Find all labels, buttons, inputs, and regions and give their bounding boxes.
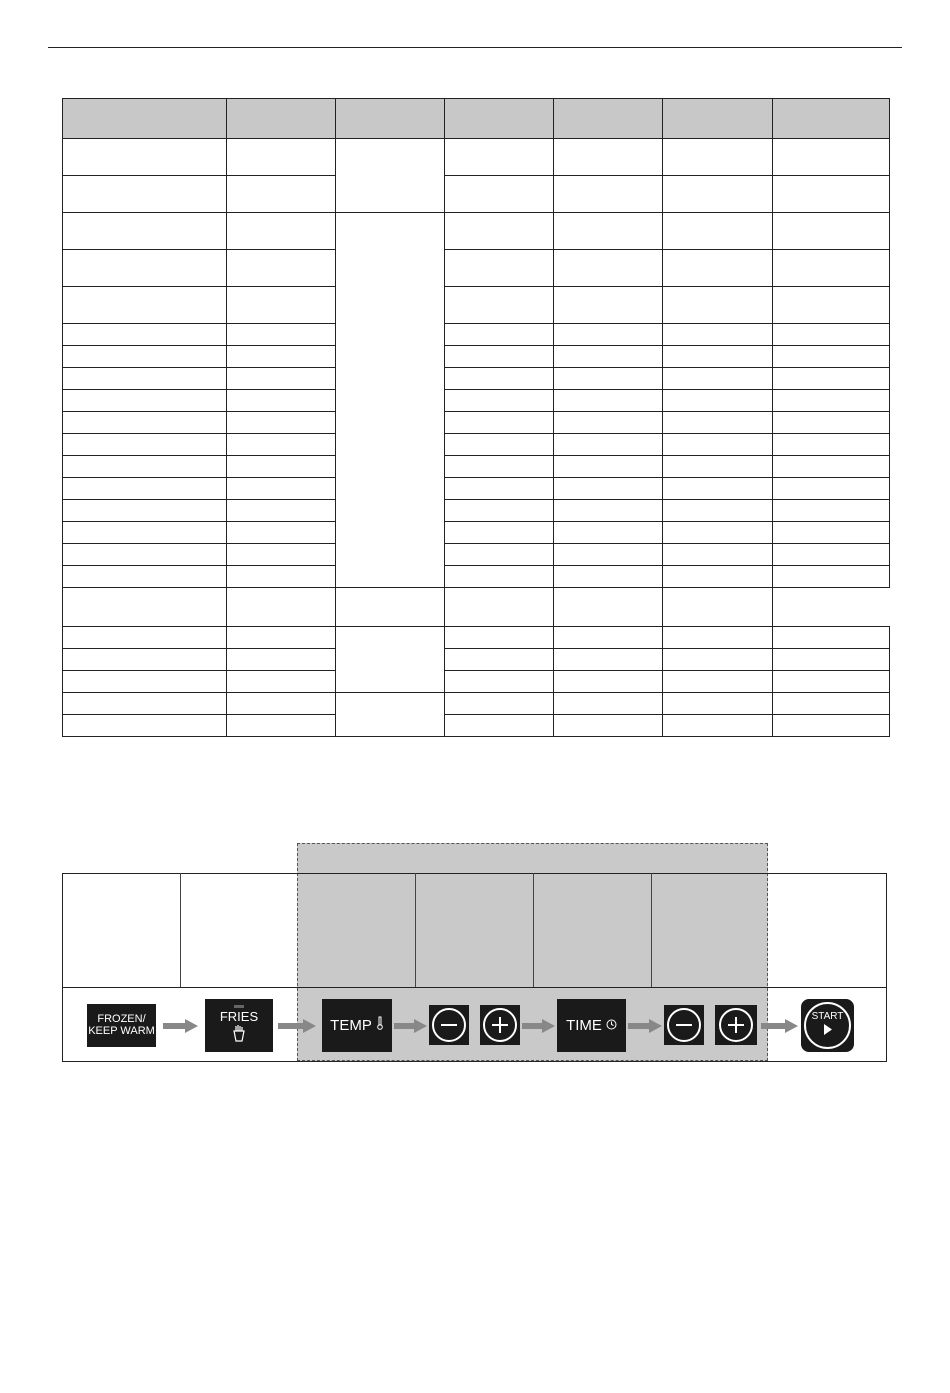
table-cell (63, 139, 227, 176)
table-cell (554, 176, 663, 213)
table-cell (227, 715, 336, 737)
arrow-right-icon (394, 1019, 427, 1033)
table-row (63, 434, 890, 456)
table-cell (773, 544, 890, 566)
table-cell (554, 627, 663, 649)
table-cell (63, 390, 227, 412)
table-row (63, 390, 890, 412)
table-cell (63, 434, 227, 456)
table-row (63, 139, 890, 176)
table-cell (554, 522, 663, 544)
clock-icon (606, 1017, 617, 1035)
table-cell (554, 250, 663, 287)
table-cell (445, 500, 554, 522)
table-cell (663, 346, 773, 368)
table-cell (445, 588, 554, 627)
table-cell (227, 287, 336, 324)
table-cell (554, 693, 663, 715)
table-cell (663, 456, 773, 478)
table-cell (63, 671, 227, 693)
table-header-cell (63, 99, 227, 139)
table-cell (663, 715, 773, 737)
table-cell (773, 250, 890, 287)
table-cell (445, 456, 554, 478)
frozen-keep-warm-button[interactable] (87, 1004, 156, 1047)
table-cell (445, 250, 554, 287)
table-row (63, 566, 890, 588)
table-cell (773, 566, 890, 588)
table-header-cell (336, 99, 445, 139)
table-cell (63, 693, 227, 715)
table-cell (63, 478, 227, 500)
table-cell (445, 544, 554, 566)
table-cell (773, 456, 890, 478)
table-cell (227, 390, 336, 412)
table-cell (554, 324, 663, 346)
merged-cell (336, 693, 445, 737)
minus-icon (432, 1008, 466, 1042)
table-cell (663, 390, 773, 412)
table-cell (663, 500, 773, 522)
minus-icon (667, 1008, 701, 1042)
table-cell (63, 346, 227, 368)
table-cell (63, 213, 227, 250)
arrow-right-icon (278, 1019, 316, 1033)
table-cell (63, 522, 227, 544)
column-separator (415, 873, 416, 987)
table-cell (445, 715, 554, 737)
table-cell (445, 213, 554, 250)
table-cell (773, 346, 890, 368)
table-row (63, 250, 890, 287)
table-cell (554, 287, 663, 324)
table-cell (663, 522, 773, 544)
table-cell (63, 627, 227, 649)
table-cell (63, 500, 227, 522)
table-cell (773, 390, 890, 412)
table-cell (227, 346, 336, 368)
table-cell (663, 324, 773, 346)
table-cell (773, 693, 890, 715)
table-cell (663, 412, 773, 434)
table-row (63, 627, 890, 649)
table-cell (227, 478, 336, 500)
table-cell (445, 478, 554, 500)
table-cell (663, 671, 773, 693)
table-cell (773, 434, 890, 456)
table-cell (773, 213, 890, 250)
table-cell (554, 544, 663, 566)
table-cell (663, 176, 773, 213)
table-cell (663, 544, 773, 566)
table-cell (227, 588, 336, 627)
table-cell (663, 627, 773, 649)
table-cell (663, 693, 773, 715)
table-cell (227, 213, 336, 250)
table-row (63, 346, 890, 368)
table-cell (445, 139, 554, 176)
table-row (63, 456, 890, 478)
table-cell (773, 368, 890, 390)
table-cell (227, 566, 336, 588)
fries-indicator-light (234, 1005, 244, 1008)
frozen-label: FROZEN/ (97, 1013, 146, 1025)
table-cell (663, 139, 773, 176)
table-cell (663, 588, 773, 627)
fries-icon (231, 1024, 247, 1047)
column-separator (651, 873, 652, 987)
table-header-cell (554, 99, 663, 139)
table-cell (445, 412, 554, 434)
panel-border-left (62, 873, 63, 1062)
table-cell (554, 671, 663, 693)
table-row (63, 176, 890, 213)
panel-border-top (62, 873, 887, 874)
table-cell (63, 715, 227, 737)
table-cell (445, 566, 554, 588)
fries-label: FRIES (219, 1008, 259, 1024)
table-cell (554, 412, 663, 434)
start-ring (804, 1002, 851, 1049)
merged-cell (336, 627, 445, 693)
table-cell (773, 500, 890, 522)
table-cell (63, 588, 227, 627)
temp-label: TEMP (330, 1017, 372, 1034)
table-cell (663, 434, 773, 456)
start-label: START (811, 1011, 844, 1022)
table-cell (227, 368, 336, 390)
table-cell (445, 324, 554, 346)
table-cell (445, 176, 554, 213)
table-header-cell (663, 99, 773, 139)
settings-table (62, 98, 890, 737)
table-cell (554, 139, 663, 176)
plus-icon (483, 1008, 517, 1042)
table-cell (554, 434, 663, 456)
table-cell (227, 139, 336, 176)
table-cell (773, 715, 890, 737)
table-header-cell (773, 99, 890, 139)
time-increase-button[interactable] (715, 1005, 757, 1045)
table-row (63, 287, 890, 324)
table-cell (227, 693, 336, 715)
table-row (63, 478, 890, 500)
table-cell (773, 176, 890, 213)
thermometer-icon (376, 1016, 384, 1035)
table-row (63, 693, 890, 715)
temp-decrease-button[interactable] (429, 1005, 469, 1045)
play-icon (823, 1022, 833, 1040)
arrow-right-icon (761, 1019, 798, 1033)
table-cell (445, 434, 554, 456)
arrow-right-icon (628, 1019, 662, 1033)
plus-icon (719, 1008, 753, 1042)
table-cell (554, 566, 663, 588)
table-cell (227, 250, 336, 287)
panel-border-bottom (62, 1061, 887, 1062)
table-cell (773, 287, 890, 324)
control-sequence-panel (62, 873, 887, 1062)
table-cell (663, 478, 773, 500)
table-cell (227, 176, 336, 213)
table-row (63, 412, 890, 434)
table-cell (63, 412, 227, 434)
table-cell (63, 250, 227, 287)
table-cell (554, 213, 663, 250)
table-cell (445, 627, 554, 649)
table-row (63, 544, 890, 566)
table-cell (663, 368, 773, 390)
table-cell (445, 693, 554, 715)
table-cell (773, 478, 890, 500)
merged-cell (336, 139, 445, 213)
temp-increase-button[interactable] (480, 1005, 520, 1045)
table-cell (63, 324, 227, 346)
table-cell (227, 434, 336, 456)
table-cell (554, 588, 663, 627)
arrow-right-icon (163, 1019, 198, 1033)
table-cell (554, 456, 663, 478)
table-cell (445, 368, 554, 390)
table-cell (227, 412, 336, 434)
table-cell (773, 671, 890, 693)
table-cell (63, 287, 227, 324)
table-row (63, 500, 890, 522)
start-button[interactable] (801, 999, 854, 1052)
table-cell (63, 456, 227, 478)
table-header-cell (445, 99, 554, 139)
table-cell (663, 213, 773, 250)
time-label: TIME (566, 1017, 602, 1034)
table-cell (554, 390, 663, 412)
table-cell (663, 250, 773, 287)
table-cell (554, 500, 663, 522)
table-cell (445, 522, 554, 544)
table-cell (773, 324, 890, 346)
table-cell (445, 671, 554, 693)
table-row (63, 671, 890, 693)
table-cell (63, 544, 227, 566)
table-cell (227, 627, 336, 649)
table-row (63, 649, 890, 671)
time-decrease-button[interactable] (664, 1005, 704, 1045)
table-row (63, 324, 890, 346)
table-cell (445, 649, 554, 671)
table-cell (63, 649, 227, 671)
table-cell (445, 346, 554, 368)
table-cell (773, 627, 890, 649)
table-header-cell (227, 99, 336, 139)
time-button[interactable] (557, 999, 626, 1052)
merged-cell (336, 213, 445, 588)
table-cell (227, 500, 336, 522)
table-cell (63, 566, 227, 588)
arrow-right-icon (522, 1019, 555, 1033)
keep-warm-label: KEEP WARM (88, 1025, 155, 1037)
table-cell (227, 649, 336, 671)
table-cell (554, 346, 663, 368)
table-cell (663, 649, 773, 671)
table-cell (663, 287, 773, 324)
table-cell (445, 390, 554, 412)
column-separator (533, 873, 534, 987)
table-cell (773, 139, 890, 176)
table-cell (336, 588, 445, 627)
table-cell (227, 324, 336, 346)
table-cell (554, 715, 663, 737)
table-cell (773, 412, 890, 434)
table-cell (227, 671, 336, 693)
table-cell (554, 649, 663, 671)
table-cell (773, 522, 890, 544)
table-row (63, 522, 890, 544)
column-separator (180, 873, 181, 987)
temp-button[interactable] (322, 999, 392, 1052)
table-cell (554, 368, 663, 390)
fries-button[interactable] (205, 999, 273, 1052)
header-rule (48, 47, 902, 48)
table-cell (227, 544, 336, 566)
table-cell (227, 456, 336, 478)
table-row (63, 715, 890, 737)
table-cell (773, 649, 890, 671)
panel-border-right (886, 873, 887, 1062)
table-cell (663, 566, 773, 588)
table-cell (63, 176, 227, 213)
table-row (63, 588, 890, 627)
table-cell (445, 287, 554, 324)
table-row (63, 213, 890, 250)
table-cell (554, 478, 663, 500)
table-row (63, 368, 890, 390)
table-cell (227, 522, 336, 544)
table-header-row (63, 99, 890, 139)
table-cell (63, 368, 227, 390)
panel-row-divider (62, 987, 887, 988)
